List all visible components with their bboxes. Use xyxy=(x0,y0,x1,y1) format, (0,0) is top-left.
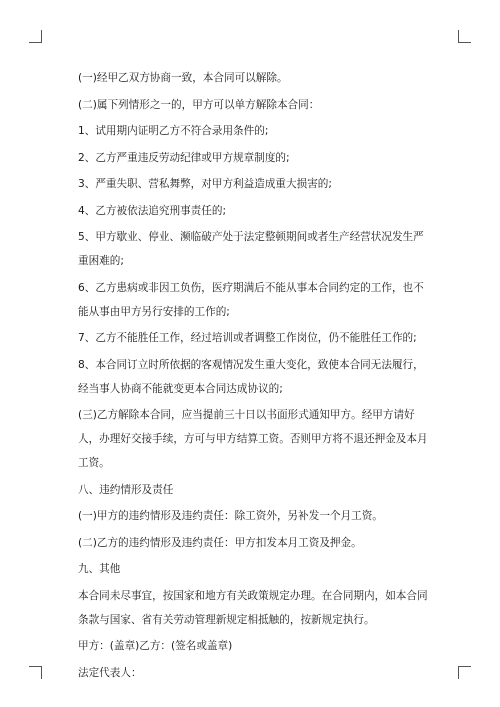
clause-employer-unilateral: (二)属下列情形之一的，甲方可以单方解除本合同： xyxy=(78,98,320,111)
crop-mark-bottom-left xyxy=(29,666,42,679)
section-heading-breach: 八、违约情形及责任 xyxy=(78,483,174,496)
item-5: 5、甲方歇业、停业、濒临破产处于法定整顿期间或者生产经营状况发生严重困难的; xyxy=(78,231,424,267)
clause-mutual-termination: (一)经甲乙双方协商一致，本合同可以解除。 xyxy=(78,72,288,84)
section-heading-other: 九、其他 xyxy=(78,563,121,575)
clause-employer-breach: (一)甲方的违约情形及违约责任：除工资外，另补发一个月工资。 xyxy=(78,510,383,522)
item-7: 7、乙方不能胜任工作，经过培训或者调整工作岗位，仍不能胜任工作的; xyxy=(78,332,417,344)
item-4: 4、乙方被依法追究刑事责任的; xyxy=(78,204,227,217)
signature-line-legal-rep: 法定代表人： xyxy=(78,666,142,679)
item-6: 6、乙方患病或非因工负伤，医疗期满后不能从事本合同约定的工作，也不能从事由甲方另行安排的工作的; xyxy=(78,281,424,318)
clause-other-matters: 本合同未尽事宜，按国家和地方有关政策规定办理。在合同期内，如本合同条款与国家、省有关劳动管理新规定相抵触的，按新规定执行。 xyxy=(78,589,428,626)
item-8: 8、本合同订立时所依据的客观情况发生重大变化，致使本合同无法履行，经当事人协商不能就变更本合同达成协议的; xyxy=(78,358,424,395)
item-3: 3、严重失职、营私舞弊，对甲方利益造成重大损害的; xyxy=(78,178,332,190)
crop-mark-top-left xyxy=(29,30,42,43)
document-body xyxy=(78,66,428,687)
clause-employee-termination: (三)乙方解除本合同，应当提前三十日以书面形式通知甲方。经甲方请好人，办理好交接手续，方可与甲方结算工资。否则甲方将不退还押金及本月工资。 xyxy=(78,409,428,469)
item-1: 1、试用期内证明乙方不符合录用条件的; xyxy=(78,125,269,137)
crop-mark-bottom-right xyxy=(458,666,471,679)
clause-employee-breach: (二)乙方的违约情形及违约责任：甲方扣发本月工资及押金。 xyxy=(78,536,362,549)
crop-mark-top-right xyxy=(458,30,471,43)
signature-line-parties: 甲方：(盖章)乙方：(签名或盖章) xyxy=(78,640,233,652)
item-2: 2、乙方严重违反劳动纪律或甲方规章制度的; xyxy=(78,151,290,164)
